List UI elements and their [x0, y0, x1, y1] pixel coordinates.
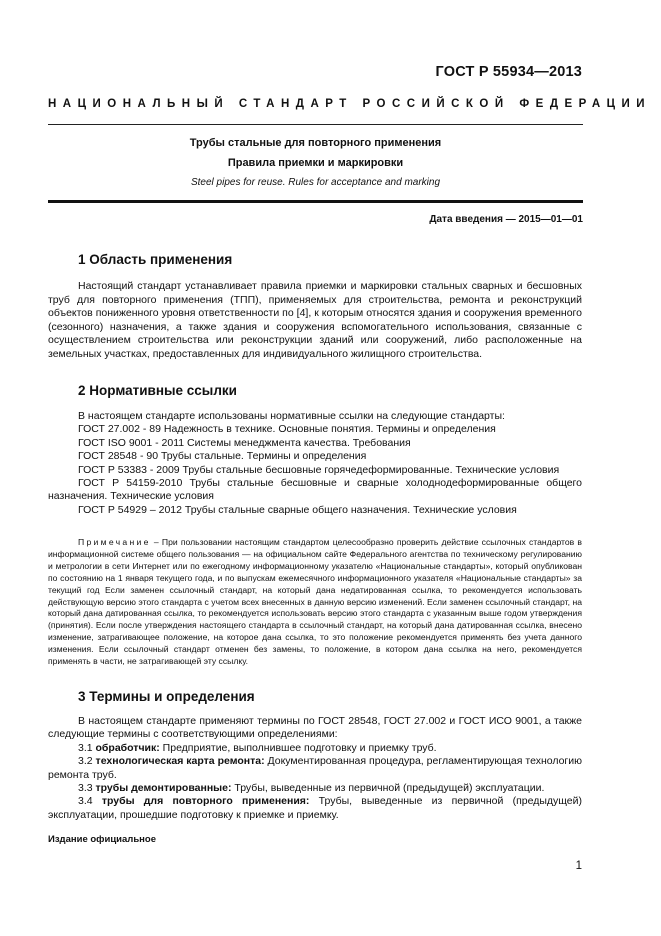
reference-item: ГОСТ Р 54929 – 2012 Трубы стальные сварные общего назначения. Технические условия: [78, 503, 517, 516]
term-definition: Трубы, выведенные из первичной (предыдущей) эксплуатации.: [231, 782, 545, 795]
national-standard-heading: НАЦИОНАЛЬНЫЙ СТАНДАРТ РОССИЙСКОЙ ФЕДЕРАЦИИ: [48, 98, 652, 110]
term-name: трубы для повторного применения:: [101, 795, 310, 808]
reference-item: ГОСТ 28548 - 90 Трубы стальные. Термины и определения: [78, 450, 367, 463]
reference-item: ГОСТ Р 53383 - 2009 Трубы стальные бесшовные горячедеформированные. Технические условия: [78, 463, 560, 476]
title-rule: [48, 200, 583, 203]
page-number: 1: [575, 860, 582, 872]
note-label: Примечание: [78, 537, 151, 547]
normative-references: [48, 410, 582, 517]
term-number: 3.2: [78, 755, 96, 768]
official-edition: Издание официальное: [48, 834, 156, 845]
term-number: 3.3: [78, 782, 96, 795]
reference-item: ГОСТ ISO 9001 - 2011 Системы менеджмента качества. Требования: [78, 436, 411, 449]
terms-intro: В настоящем стандарте применяют термины по ГОСТ 28548, ГОСТ 27.002 и ГОСТ ИСО 9001, а также следующие термины с соответствующими определениями:: [48, 715, 582, 741]
terms-list: [48, 715, 582, 822]
term-name: технологическая карта ремонта:: [95, 755, 265, 768]
term-definition: Трубы, выведенные из первичной (предыдущей) эксплуатации, прошедшие подготовку к приемке и приемку.: [48, 795, 582, 821]
title-block: [48, 137, 583, 188]
term-item: [48, 742, 582, 755]
references-intro: В настоящем стандарте использованы нормативные ссылки на следующие стандарты:: [78, 410, 505, 422]
gost-number: ГОСТ Р 55934—2013: [435, 64, 582, 80]
term-definition: Документированная процедура, регламентирующая технологию ремонта труб.: [48, 755, 583, 781]
term-definition: Предприятие, выполнившее подготовку и приемку труб.: [159, 741, 437, 754]
term-name: обработчик:: [95, 741, 160, 754]
term-name: трубы демонтированные:: [95, 782, 232, 795]
term-item: [48, 755, 582, 782]
term-number: 3.1: [78, 741, 96, 754]
title-sub: Правила приемки и маркировки: [227, 157, 404, 169]
title-main: Трубы стальные для повторного применения: [189, 137, 442, 149]
header-rule: [48, 124, 583, 125]
references-note: [48, 537, 582, 668]
section-3-heading: 3 Термины и определения: [78, 689, 255, 704]
term-number: 3.4: [78, 795, 102, 808]
term-item: [48, 795, 582, 822]
note-text: – При пользовании настоящим стандартом целесообразно проверить действие ссылочных стандартов в информационной системе общего пользования — на официальном сайте Федерального агентства по техническому регулированию и метрологии в сети Интернет или по ежегодному информационному указателю «Национальные стандарты», который опубликован по состоянию на 1 января текущего года, и по выпускам ежемесячного информационного указателя «Национальные стандарты» за текущий год Если заменен ссылочный стандарт, на который дана недатированная ссылка, то рекомендуется использовать действующую версию этого стандарта с учетом всех внесенных в данную версию изменений. Если заменен ссылочный стандарт, на который дана датированная ссылка, то рекомендуется использовать версию этого стандарта с указанным выше годом утверждения (принятия). Если после утверждения настоящего стандарта в ссылочный стандарт, на который дана датированная ссылка, внесено изменение, затрагивающее положение, на которое дана ссылка, то это положение рекомендуется применять без учета данного изменения. Если ссылочный стандарт отменен без замены, то положение, в котором дана ссылка на него, рекомендуется применять в части, не затрагивающей эту ссылку.: [48, 537, 582, 667]
reference-item: ГОСТ Р 54159-2010 Трубы стальные бесшовные и сварные холоднодеформированные общего назначения. Технические условия: [48, 477, 582, 503]
term-item: [48, 782, 582, 795]
introduction-date: Дата введения — 2015—01—01: [429, 214, 583, 225]
title-english: Steel pipes for reuse. Rules for acceptance and marking: [190, 177, 441, 188]
section-2-heading: 2 Нормативные ссылки: [78, 383, 237, 398]
reference-item: ГОСТ 27.002 - 89 Надежность в технике. Основные понятия. Термины и определения: [78, 423, 496, 436]
section-1-text: Настоящий стандарт устанавливает правила приемки и маркировки стальных сварных и бесшовных труб для повторного применения (ТПП), применяемых для строительства, ремонта и реконструкций объектов пониженного уровня ответственности по [4], к которым относятся здания и сооружения временного (сезонного) назначения, а также здания и сооружения вспомогательного использования, связанные с осуществлением строительства или реконструкции зданий или сооружений, либо расположенные на земельных участках, предоставленных для индивидуального жилищного строительства.: [48, 280, 582, 360]
section-1-heading: 1 Область применения: [78, 252, 233, 267]
